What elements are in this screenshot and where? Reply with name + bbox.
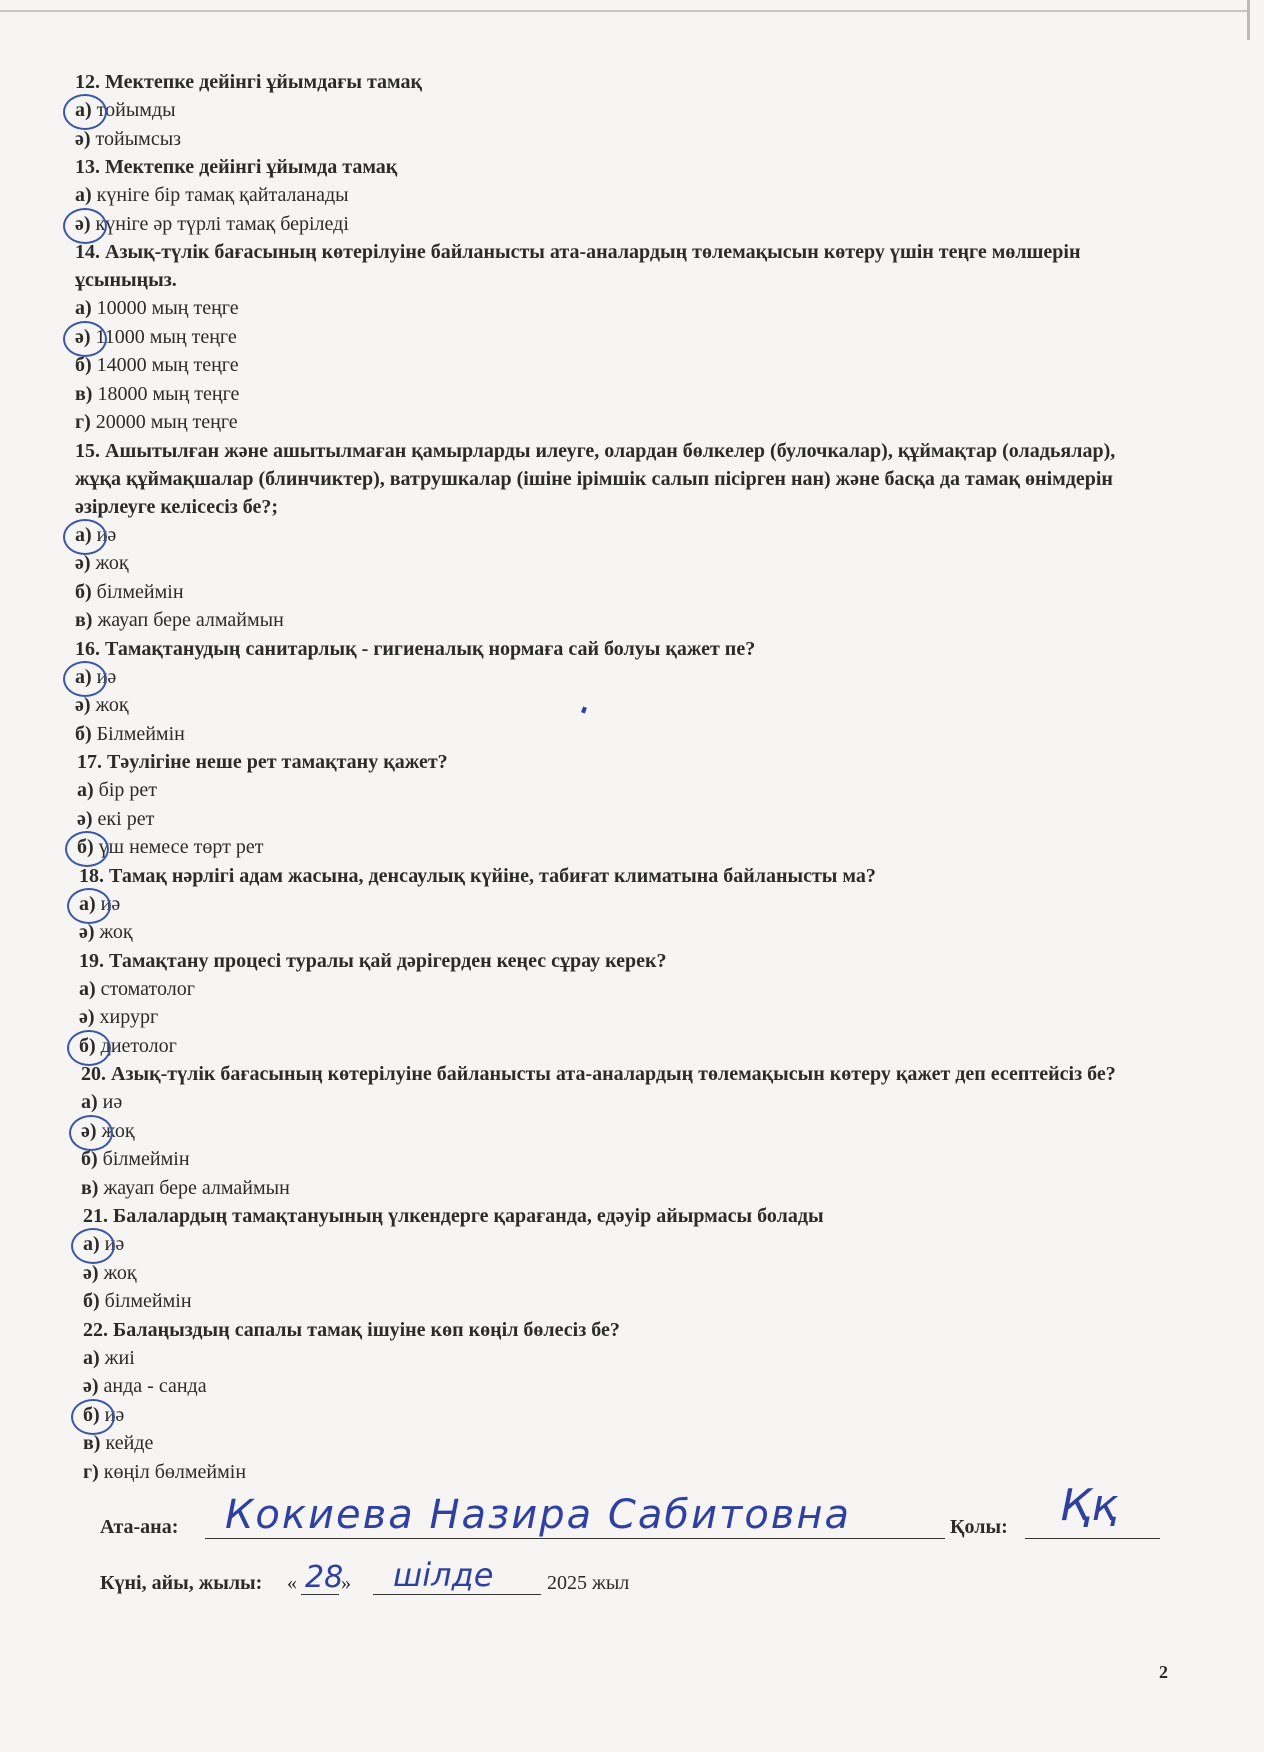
option-letter: ә) [75, 552, 91, 574]
option-text: жауап бере алмаймын [98, 1176, 290, 1199]
page-number: 2 [1159, 1662, 1168, 1682]
option-letter: г) [83, 1460, 99, 1483]
question-21-text: 21. Балалардың тамақтануының үлкендерге қарағанда, едәуір айырмасы болады [83, 1205, 824, 1227]
option-letter: б) [77, 836, 94, 858]
option-letter: а) [83, 1233, 100, 1255]
option-letter: б) [75, 580, 92, 603]
question-17-text: 17. Тәулігіне неше рет тамақтану қажет? [77, 751, 448, 773]
day-handwritten: 28 [305, 1560, 344, 1595]
option-letter: а) [75, 297, 92, 319]
question-22-option[interactable] [83, 1401, 1185, 1430]
option-letter: а) [75, 665, 92, 688]
question-17-option[interactable] [77, 776, 1185, 805]
option-letter: в) [75, 382, 93, 405]
question-14-option[interactable] [75, 351, 1185, 380]
question-block-21 [75, 1202, 1185, 1316]
question-block-19 [75, 947, 1185, 1061]
parent-signature-row [75, 1480, 1185, 1538]
year-text: 2025 жыл [547, 1572, 630, 1594]
question-18-option[interactable] [79, 890, 1185, 919]
option-text: екі рет [92, 807, 155, 830]
question-16-option[interactable] [75, 720, 1185, 749]
option-letter: б) [83, 1290, 100, 1312]
option-text: жоқ [94, 921, 133, 943]
option-text: жауап бере алмаймын [92, 609, 284, 631]
question-block-12 [75, 68, 1185, 153]
option-text: тойымды [91, 99, 176, 121]
option-letter: ә) [79, 921, 95, 943]
question-14-text: 14. Азық-түлік бағасының көтерілуіне байланысты ата-аналардың төлемақысын көтеру үшін теңге мөлшерін ұсыныңыз. [75, 241, 1081, 291]
option-text: жоқ [90, 552, 129, 574]
option-letter: а) [79, 977, 96, 1000]
option-letter: а) [81, 1091, 98, 1113]
question-block-20 [75, 1060, 1185, 1202]
question-14-option[interactable] [75, 408, 1185, 437]
option-letter: ә) [81, 1119, 97, 1142]
question-block-13 [75, 153, 1185, 238]
option-letter: б) [83, 1403, 100, 1426]
signature-label: Қолы: [950, 1516, 1008, 1538]
parent-name-line[interactable] [205, 1538, 945, 1539]
question-22-option[interactable] [83, 1372, 1185, 1401]
option-letter: в) [83, 1432, 101, 1454]
question-block-17 [75, 748, 1185, 862]
option-letter: ә) [83, 1375, 99, 1397]
parent-name-handwritten: Кокиева Назира Сабитовна [225, 1492, 852, 1538]
question-16-text: 16. Тамақтанудың санитарлық - гигиеналық нормаға сай болуы қажет пе? [75, 637, 756, 660]
question-22-option[interactable] [83, 1429, 1185, 1458]
question-20-option[interactable] [81, 1088, 1185, 1117]
signature-line[interactable] [1025, 1538, 1160, 1539]
option-text: білмеймін [91, 580, 184, 603]
option-letter: а) [77, 779, 94, 801]
question-12-option[interactable] [75, 96, 1185, 125]
close-quote: » [341, 1572, 351, 1594]
option-letter: ә) [83, 1261, 99, 1284]
question-19-option[interactable] [79, 1003, 1185, 1032]
option-text: тойымсыз [90, 127, 182, 150]
question-block-15 [75, 437, 1185, 635]
question-15-option[interactable] [75, 578, 1185, 607]
option-letter: а) [83, 1346, 100, 1369]
option-text: стоматолог [95, 977, 195, 1000]
question-18-text: 18. Тамақ нәрлігі адам жасына, денсаулық күйіне, табиғат климатына байланысты ма? [79, 864, 876, 887]
option-text: жиі [99, 1346, 135, 1369]
scan-right-edge [1247, 0, 1250, 40]
option-text: күніге әр түрлі тамақ беріледі [90, 212, 349, 235]
option-text: 14000 мың теңге [91, 354, 239, 376]
option-text: 11000 мың теңге [90, 325, 237, 348]
question-20-option[interactable] [81, 1174, 1185, 1203]
question-20-option[interactable] [81, 1145, 1185, 1174]
question-19-option[interactable] [79, 1032, 1185, 1061]
question-14-option[interactable] [75, 323, 1185, 352]
option-letter: г) [75, 411, 91, 433]
question-21-option[interactable] [83, 1230, 1185, 1259]
option-letter: б) [75, 722, 92, 745]
option-letter: ә) [75, 694, 91, 716]
question-13-option[interactable] [75, 181, 1185, 210]
question-16-option[interactable] [75, 691, 1185, 720]
scan-top-edge [0, 10, 1248, 12]
question-15-option[interactable] [75, 606, 1185, 635]
option-text: 20000 мың теңге [90, 411, 238, 433]
question-20-option[interactable] [81, 1117, 1185, 1146]
option-text: білмеймін [99, 1290, 192, 1312]
option-text: иә [97, 1091, 123, 1113]
question-22-text: 22. Балаңыздың сапалы тамақ ішуіне көп көңіл бөлесіз бе? [83, 1318, 620, 1341]
date-row [75, 1556, 1185, 1604]
option-text: иә [91, 523, 117, 546]
option-letter: б) [75, 354, 92, 376]
question-21-option[interactable] [83, 1287, 1185, 1316]
question-13-option[interactable] [75, 210, 1185, 239]
option-text: үш немесе төрт рет [93, 836, 264, 858]
option-text: иә [99, 1403, 125, 1426]
date-label: Күні, айы, жылы: [100, 1572, 263, 1594]
question-17-option[interactable] [77, 805, 1185, 834]
option-text: 18000 мың теңге [92, 382, 240, 405]
question-20-text: 20. Азық-түлік бағасының көтерілуіне байланысты ата-аналардың төлемақысын көтеру қажет деп есептейсіз бе? [81, 1063, 1116, 1085]
parent-label: Ата-ана: [100, 1516, 179, 1538]
option-letter: ә) [77, 807, 93, 830]
option-letter: а) [79, 892, 96, 915]
question-21-option[interactable] [83, 1259, 1185, 1288]
option-text: білмеймін [97, 1148, 190, 1170]
option-letter: б) [79, 1034, 96, 1057]
question-22-option[interactable] [83, 1344, 1185, 1373]
question-22-option[interactable] [83, 1458, 1185, 1487]
option-text: жоқ [98, 1261, 137, 1284]
question-13-text: 13. Мектепке дейінгі ұйымда тамақ [75, 156, 398, 178]
option-text: күніге бір тамақ қайталанады [91, 184, 349, 206]
option-letter: а) [75, 99, 92, 121]
question-19-option[interactable] [79, 975, 1185, 1004]
option-text: иә [91, 665, 117, 688]
option-letter: в) [81, 1176, 99, 1199]
question-14-option[interactable] [75, 294, 1185, 323]
question-12-text: 12. Мектепке дейінгі ұйымдағы тамақ [75, 71, 423, 93]
option-text: хирург [94, 1006, 159, 1028]
question-block-16 [75, 635, 1185, 749]
option-letter: б) [81, 1148, 98, 1170]
question-17-option[interactable] [77, 833, 1185, 862]
option-letter: ә) [79, 1006, 95, 1028]
questionnaire-body [75, 68, 1185, 1604]
option-text: Білмеймін [91, 722, 185, 745]
month-handwritten: шілде [393, 1556, 494, 1594]
question-12-option[interactable] [75, 125, 1185, 154]
option-text: көңіл бөлмеймін [98, 1460, 247, 1483]
question-18-option[interactable] [79, 918, 1185, 947]
option-text: 10000 мың теңге [91, 297, 239, 319]
open-quote: « [287, 1572, 297, 1594]
question-block-22 [75, 1316, 1185, 1487]
question-14-option[interactable] [75, 380, 1185, 409]
option-text: бір рет [93, 779, 158, 801]
question-block-18 [75, 862, 1185, 947]
question-block-14 [75, 238, 1185, 437]
option-letter: ә) [75, 325, 91, 348]
option-letter: ә) [75, 212, 91, 235]
question-15-text: 15. Ашытылған және ашытылмаған қамырларды илеуге, олардан бөлкелер (булочкалар), құймақтар (оладьялар), жұқа құймақшалар (блинчиктер), ватрушкалар (ішіне ірімшік салып пісірген нан) және басқа да тамақ өнімдерін әзірлеуге келісесіз бе?; [75, 439, 1116, 518]
question-16-option[interactable] [75, 663, 1185, 692]
option-text: жоқ [96, 1119, 135, 1142]
question-15-option[interactable] [75, 521, 1185, 550]
handwritten-signature: Ққ [1060, 1480, 1118, 1531]
option-letter: ә) [75, 127, 91, 150]
month-line[interactable] [373, 1594, 541, 1595]
question-19-text: 19. Тамақтану процесі туралы қай дәрігерден кеңес сұрау керек? [79, 949, 667, 972]
option-text: диетолог [95, 1034, 177, 1057]
option-text: кейде [100, 1432, 154, 1454]
option-text: анда - санда [98, 1375, 207, 1397]
question-15-option[interactable] [75, 549, 1185, 578]
option-text: иә [95, 892, 121, 915]
option-letter: в) [75, 609, 93, 631]
option-text: жоқ [90, 694, 129, 716]
option-letter: а) [75, 184, 92, 206]
option-letter: а) [75, 523, 92, 546]
option-text: иә [99, 1233, 125, 1255]
